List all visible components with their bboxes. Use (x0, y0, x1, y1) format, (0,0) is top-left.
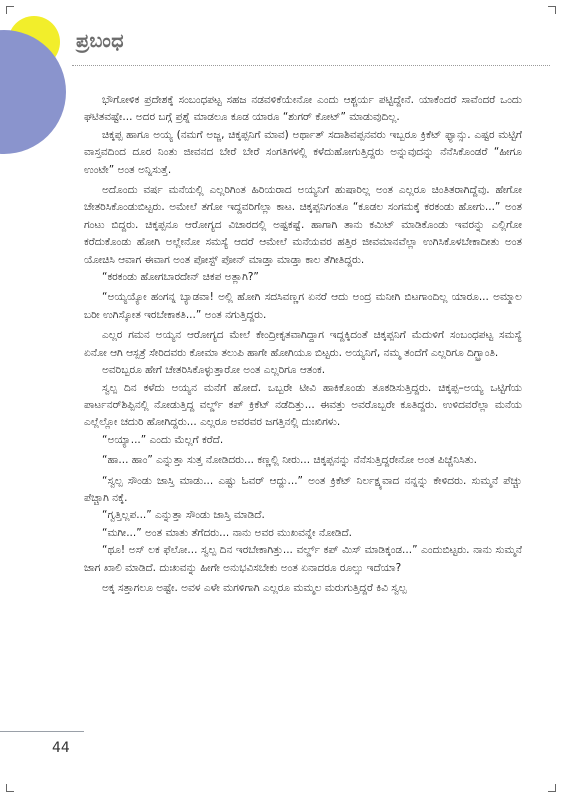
paragraph: “ಅಯ್ಯಾ...” ಎಂದು ಮೆಲ್ಲಗೆ ಕರೆದೆ. (102, 433, 224, 446)
paragraph: ಭೌಗೋಳಿಕ ಪ್ರದೇಶಕ್ಕೆ ಸಂಬಂಧಪಟ್ಟ ಸಹಜ ನಡವಳಿಕೆಯೇನೋ ಎಂದು ಆಶ್ಚರ್ಯ ಪಟ್ಟಿದ್ದೇನೆ. ಯಾಕೆಂದರೆ ಸಾವೆಂದರೆ ಒಂದು ಘಟಿತವಷ್ಟೇ... ಅದರ ಬಗ್ಗೆ ಪ್ರಶ್ನೆ ಮಾಡಲೂ ಕೂಡ ಯಾರೂ “ಶುಗರ್ ಕೋಟ್” ಮಾಡುವುದಿಲ್ಲ. (84, 94, 522, 124)
paragraph: ಎಲ್ಲರ ಗಮನ ಅಯ್ಯನ ಆರೋಗ್ಯದ ಮೇಲೆ ಕೇಂದ್ರೀಕೃತವಾಗಿದ್ದಾಗ ಇದ್ದಕ್ಕಿದಂತೆ ಚಿಕ್ಕಪ್ಪನಿಗೆ ಮೆದುಳಿಗೆ ಸಂಬಂಧಪಟ್ಟ ಸಮಸ್ಯೆ ಏನೋ ಆಗಿ ಆಸ್ಪತ್ರೆ ಸೇರಿದವರು ಕೋಮಾ ತಲುಪಿ ಹಾಗೇ ಹೋಗಿಯೂ ಬಿಟ್ಟರು. ಅಯ್ಯನಿಗೆ, ನಮ್ಮ ತಂದೆಗೆ ಎಲ್ಲರಿಗೂ ದಿಗ್ಭ್ರಾಂತಿ. (84, 329, 522, 359)
paragraph: “ಅಯ್ಯಯ್ಯೋ ಹಂಗನ್ನ ಬ್ಯಾಡವಾ! ಅಲ್ಲಿ ಹೋಗಿ ಸದಸಿವಣ್ಣಗ ಏನರೆ ಆದು ಅಂದ್ರ ಮನೀಗಿ ಬಿಟಗಾಂದಿಲ್ಲ ಯಾರೂ... ಅಮ್ಮಾಲ ಬರೀ ಉಗಿಸ್ಕೋತ ಇರಬೇಕಾಕತಿ...” ಅಂತ ನಗುತ್ತಿದ್ದರು. (84, 291, 522, 321)
crop-mark-top-left (6, 6, 14, 14)
crop-mark-bottom-left (6, 784, 14, 792)
crop-mark-top-right (548, 6, 556, 14)
article-body (84, 92, 522, 732)
page-number: 44 (52, 740, 70, 756)
paragraph: “ಹಾ... ಹಾಂ” ಎನ್ನುತ್ತಾ ಸುತ್ತ ನೋಡಿದರು... ಕಣ್ಣಲ್ಲಿ ನೀರು... ಚಿಕ್ಕಪ್ಪನನ್ನು ನೆನೆಸುತ್ತಿದ್ದರೇನೋ ಅಂತ ಪಿಚ್ಚೆನಿಸಿತು. (102, 454, 477, 467)
paragraph: “ಕರಕಂಡು ಹೋಗಬಾರದೇನ್ ಚಿಕಪ ಅತ್ಲಾಗಿ?” (102, 271, 259, 284)
crop-mark-bottom-right (548, 784, 556, 792)
header-divider (72, 65, 550, 66)
paragraph: ಅವರಿಬ್ಬರೂ ಹೇಗೆ ಚೇತರಿಸಿಕೊಳ್ಳುತ್ತಾರೋ ಅಂತ ಎಲ್ಲರಿಗೂ ಆತಂಕ. (102, 364, 326, 377)
paragraph: “ಸ್ವಲ್ಪ ಸೌಂಡು ಜಾಸ್ತಿ ಮಾಡು... ಎಷ್ಟು ಓವರ್ ಆದ್ದು...” ಅಂತ ಕ್ರಿಕೆಟ್ ನಿರ್ಲಕ್ಷ್ಯವಾದ ನನ್ನನ್ನು ಕೇಳಿದರು. ಸುಮ್ಮನೆ ಪೆಚ್ಚು ಪೆಚ್ಚಾಗಿ ನಕ್ಕೆ. (84, 474, 522, 504)
paragraph: ಅದೊಂದು ವರ್ಷ ಮನೆಯಲ್ಲಿ ಎಲ್ಲರಿಗಿಂತ ಹಿರಿಯರಾದ ಅಯ್ಯನಿಗೆ ಹುಷಾರಿಲ್ಲ ಅಂತ ಎಲ್ಲರೂ ಚಿಂತಿತರಾಗಿದ್ದೆವು. ಹೇಗೋ ಚೇತರಿಸಿಕೊಂಡುಬಿಟ್ಟರು. ಅಮೇಲೆ ತಗೋ ಇದ್ದವರಿಗೆಲ್ಲಾ ಕಾಟ. ಚಿಕ್ಕಪ್ಪನಿಗಂತೂ “ಕೂಡಲ ಸಂಗಮಕ್ಕೆ ಕರಕಂಡು ಹೋಗು...” ಅಂತ ಗಂಟು ಬಿದ್ದರು. ಚಿಕ್ಕಪ್ಪನೂ ಆರೋಗ್ಯದ ವಿಚಾರದಲ್ಲಿ ಅಷ್ಟಕಷ್ಟೆ. ಹಾಗಾಗಿ ತಾನು ಕಮಿಟ್ ಮಾಡಿಕೊಂಡು ಇವರನ್ನು ಎಲ್ಲಿಗೋ ಕರೆದುಕೊಂಡು ಹೋಗಿ ಅಲ್ಲೇನೋ ಸಮಸ್ಯೆ ಆದರೆ ಆಮೇಲೆ ಮನೆಯವರ ಹತ್ತಿರ ಜೀವಮಾನವೆಲ್ಲಾ ಉಗಿಸಿಕೊಳಬೇಕಾದೀತು ಅಂತ ಯೋಚಿಸಿ ಆವಾಗ ಈವಾಗ ಅಂತ ಪೋಸ್ಟ್ ಪೋನ್ ಮಾಡ್ತಾ ಮಾಡ್ತಾ ಕಾಲ ತೆಗೀತಿದ್ದರು. (84, 184, 522, 266)
footer-divider (0, 731, 84, 732)
paragraph: ಅಕ್ಕ ಸತ್ತಾಗಲೂ ಅಷ್ಟೇ. ಅವಳ ಎಳೇ ಮಗಳಿಗಾಗಿ ಎಲ್ಲರೂ ಮಮ್ಮಲ ಮರುಗುತ್ತಿದ್ದರೆ ಕಿವಿ ಸ್ವಲ್ಪ (102, 581, 407, 594)
paragraph: ಚಿಕ್ಕಪ್ಪ ಹಾಗೂ ಅಯ್ಯ (ನಮಗೆ ಅಜ್ಜ, ಚಿಕ್ಕಪ್ಪನಿಗೆ ಮಾವ) ಅರ್ಥಾತ್ ಸದಾಶಿವಪ್ಪನವರು ಇಬ್ಬರೂ ಕ್ರಿಕೆಟ್ ಫ್ಯಾನ್ಸು. ಎಷ್ಟರ ಮಟ್ಟಿಗೆ ವಾಸ್ತವದಿಂದ ದೂರ ನಿಂತು ಜೀವನದ ಬೇರೆ ಬೇರೆ ಸಂಗತಿಗಳಲ್ಲಿ ಕಳೆದುಹೋಗುತ್ತಿದ್ದರು ಅನ್ನುವುದನ್ನು ನೆನೆಸಿಕೊಂಡರೆ “ಹೀಗೂ ಉಂಟೇ” ಅಂತ ಅನ್ನಿಸುತ್ತೆ. (84, 128, 522, 176)
section-title: ಪ್ರಬಂಧ (76, 30, 125, 52)
paragraph: “ಗ್ವತ್ತಿಲ್ಲಪ...” ಎನ್ನುತ್ತಾ ಸೌಂಡು ಜಾಸ್ತಿ ಮಾಡಿದೆ. (102, 509, 265, 522)
paragraph: “ಥೂ! ಅಸ್ ಲಕ ಫೆಲೋ... ಸ್ವಲ್ಪ ದಿನ ಇರಬೇಕಾಗಿತ್ತು... ವರ್ಲ್ಡ್ ಕಪ್ ಮಿಸ್ ಮಾಡಿಕ್ಕಂಡ...” ಎಂದುಬಿಟ್ಟರು. ನಾನು ಸುಮ್ಮನೆ ಜಾಗ ಖಾಲಿ ಮಾಡಿದೆ. ದುಃಖವನ್ನು ಹೀಗೇ ಅನುಭವಿಸಬೇಕು ಅಂತ ಏನಾದರೂ ರೂಲ್ಸು ಇದೆಯಾ? (84, 544, 522, 574)
paragraph: ಸ್ವಲ್ಪ ದಿನ ಕಳೆದು ಅಯ್ಯನ ಮನೆಗೆ ಹೋದೆ. ಒಬ್ಬರೇ ಟೀವಿ ಹಾಕಿಕೊಂಡು ತೂಕಡಿಸುತ್ತಿದ್ದರು. ಚಿಕ್ಕಪ್ಪ–ಅಯ್ಯ ಒಟ್ಟಿಗೆಯ ಪಾರ್ಟನರ್‌ಶಿಪ್ಪಿನಲ್ಲಿ ನೋಡುತ್ತಿದ್ದ ವರ್ಲ್ಡ್ ಕಪ್ ಕ್ರಿಕೆಟ್ ನಡೆದಿತ್ತು... ಈವತ್ತು ಅವರೊಬ್ಬರೇ ಕೂತಿದ್ದರು. ಉಳಿದವರೆಲ್ಲಾ ಮನೆಯ ಎಲ್ಲೆಲ್ಲೋ ಚದುರಿ ಹೋಗಿದ್ದರು... ಎಲ್ಲರೂ ಅವರವರ ಜಗತ್ತಿನಲ್ಲಿ ದುಃಖಿಗಳು. (84, 381, 522, 429)
paragraph: “ಮಗೀ...” ಅಂತ ಮಾತು ತೆಗೆದರು... ನಾನು ಅವರ ಮುಖವನ್ನೇ ನೋಡಿದೆ. (102, 526, 352, 539)
